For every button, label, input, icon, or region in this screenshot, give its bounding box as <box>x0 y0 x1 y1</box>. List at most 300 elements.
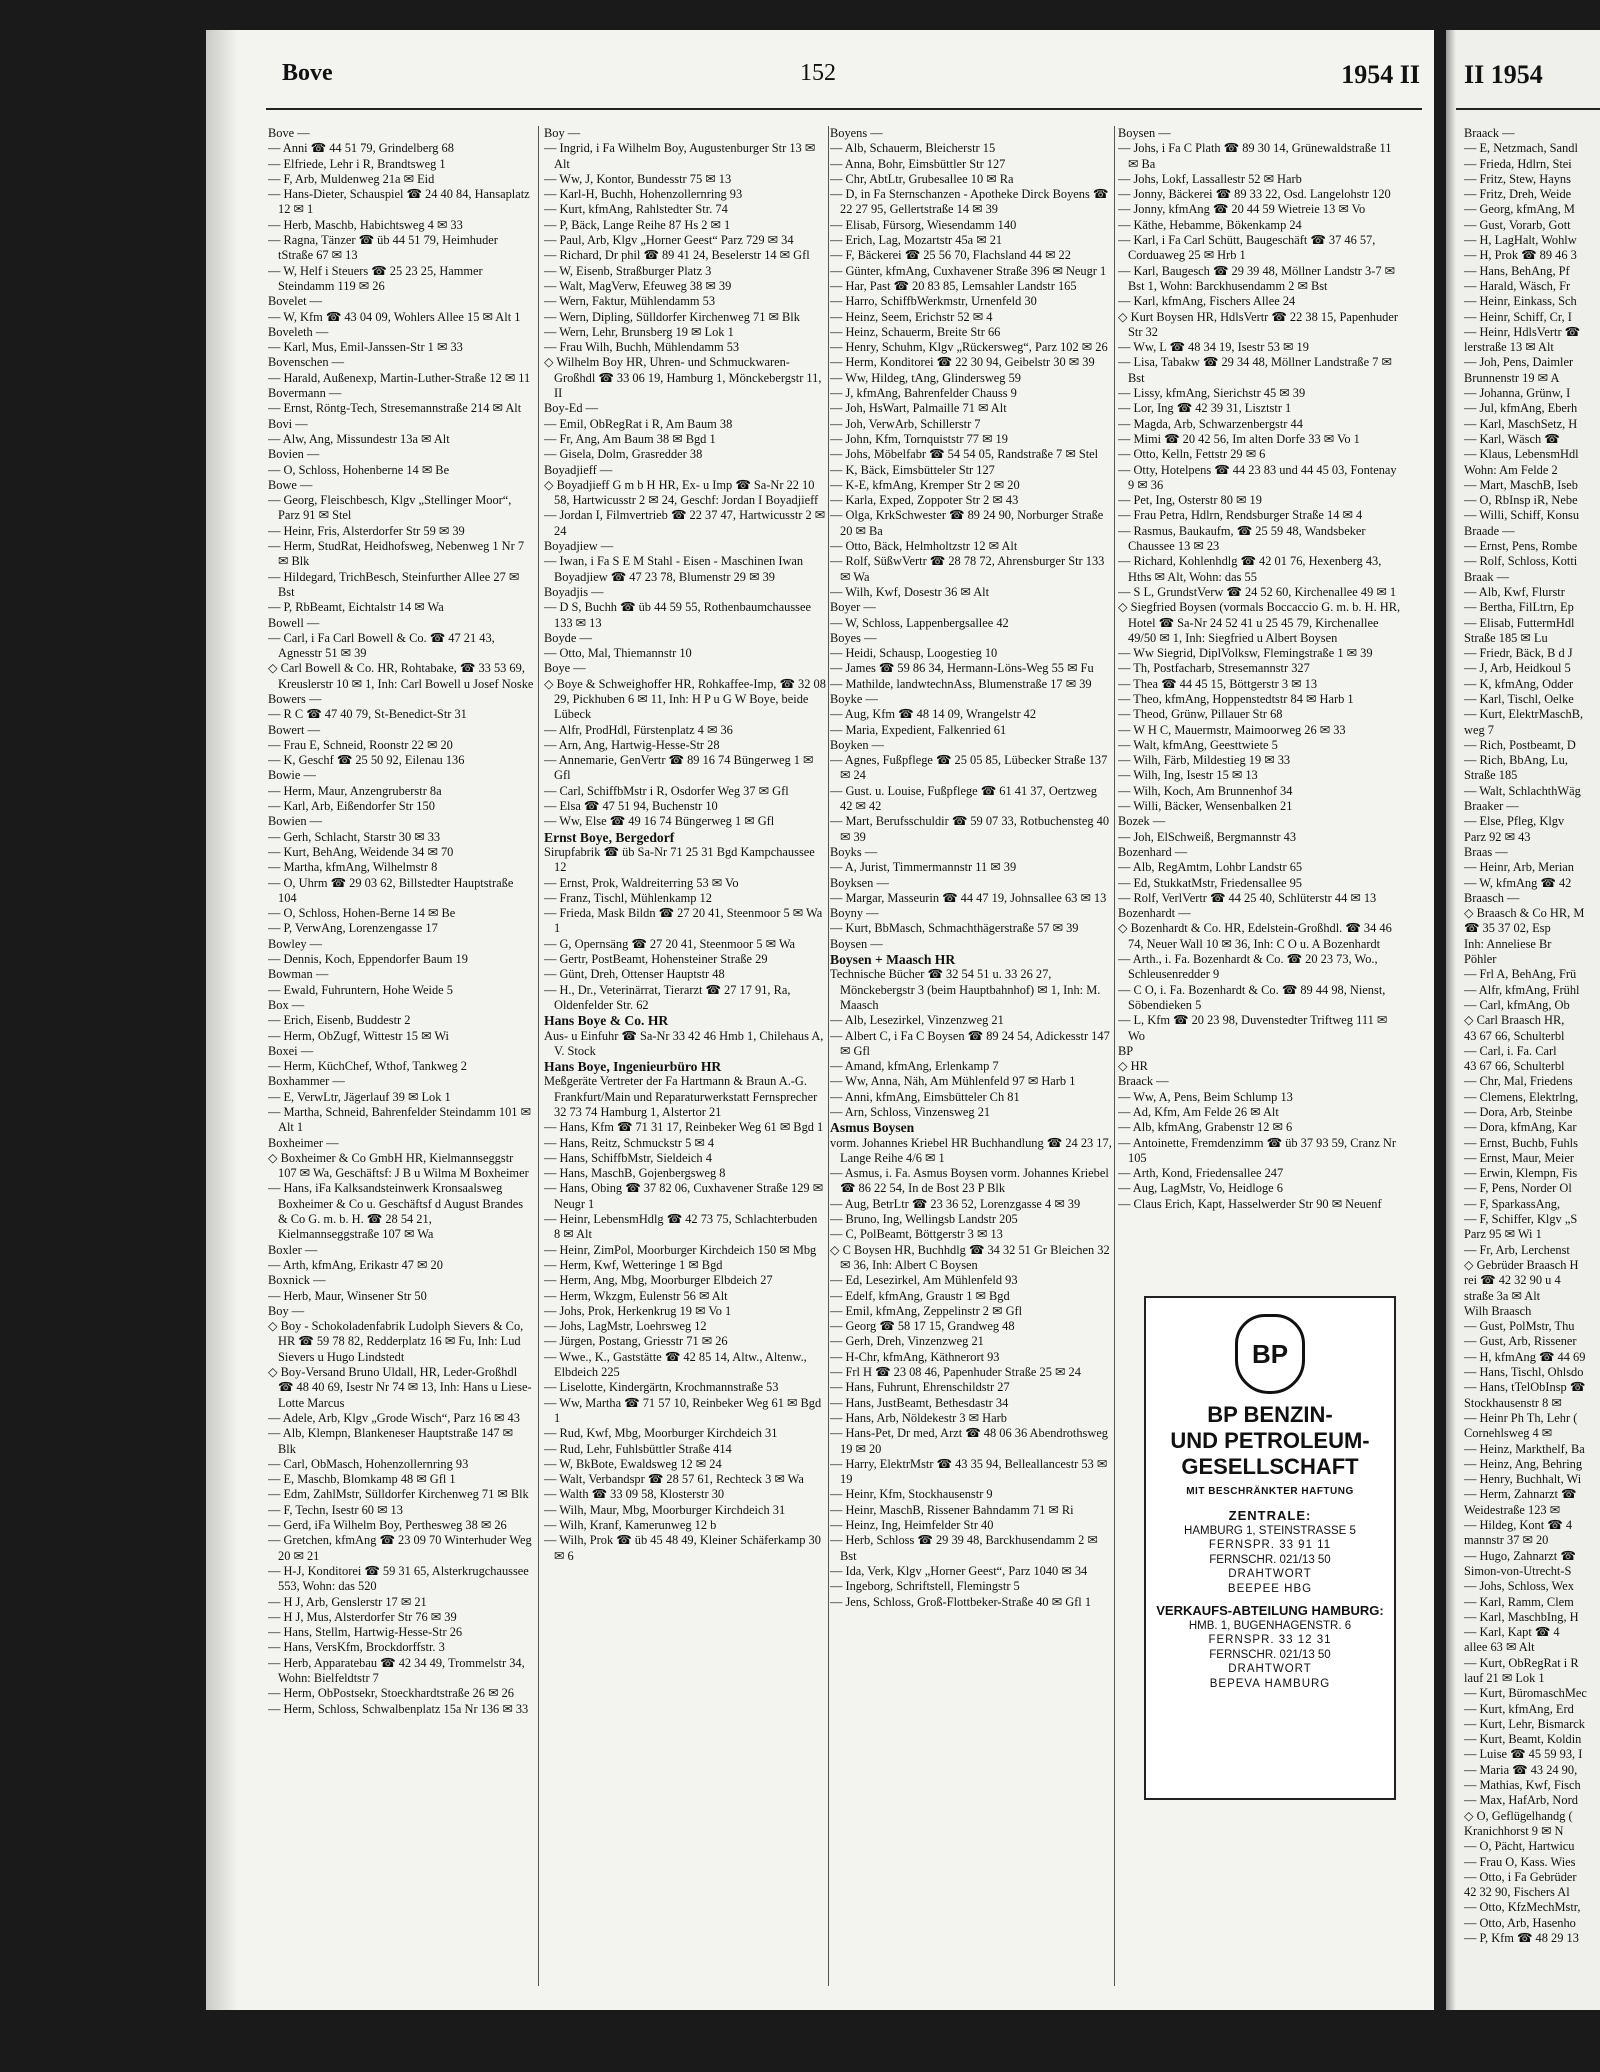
directory-entry: ◇ O, Geflügelhandg ( <box>1464 1808 1573 1823</box>
directory-entry: — Otto, Arb, Hasenho <box>1464 1915 1576 1930</box>
directory-entry: Meßgeräte Vertreter der Fa Hartmann & Braun A.-G. Frankfurt/Main und Reparaturwerkstatt Fernsprecher 32 73 74 Hamburg 1, Alstertor 21 <box>544 1074 818 1119</box>
directory-entry: — Ernst, Röntg-Tech, Stresemannstraße 214 ✉ Alt <box>268 401 522 416</box>
directory-entry: — Karl, Baugesch ☎ 29 39 48, Möllner Landstr 3-7 ✉ Bst 1, Wohn: Barckhusendamm 2 ✉ Bst <box>1118 263 1396 293</box>
directory-entry: — Karl-H, Buchh, Hohenzollernring 93 <box>544 187 743 202</box>
directory-entry: Hans Boye, Ingenieurbüro HR <box>544 1059 722 1075</box>
directory-entry: — Karl, MaschbIng, H <box>1464 1609 1579 1624</box>
surname-heading: Boy-Ed — <box>544 401 599 416</box>
directory-entry: — Elisab, FuttermHdl <box>1464 615 1575 630</box>
directory-entry: — Chr, Mal, Friedens <box>1464 1074 1573 1089</box>
surname-heading: Braak — <box>1464 569 1510 584</box>
surname-heading: Boyken — <box>830 737 885 752</box>
directory-entry: — Albert C, i Fa C Boysen ☎ 89 24 54, Adickesstr 147 ✉ Gfl <box>830 1028 1110 1058</box>
directory-entry: — Iwan, i Fa S E M Stahl - Eisen - Maschinen Iwan Boyadjiew ☎ 47 23 78, Blumenstr 29 ✉ 39 <box>544 554 804 584</box>
directory-entry: — Herb, Maschb, Habichtsweg 4 ✉ 33 <box>268 217 463 232</box>
directory-entry: — Johs, Prok, Herkenkrug 19 ✉ Vo 1 <box>544 1303 732 1318</box>
directory-entry: — Lisa, Tabakw ☎ 29 34 48, Möllner Landstraße 7 ✉ Bst <box>1118 355 1392 385</box>
directory-entry: — D, in Fa Sternschanzen - Apotheke Dirck Boyens ☎ 22 27 95, Gellertstraße 14 ✉ 39 <box>830 187 1109 217</box>
directory-entry: — Hans, Fuhrunt, Ehrenschildstr 27 <box>830 1380 1010 1395</box>
directory-entry: — Ww, Anna, Näh, Am Mühlenfeld 97 ✉ Harb 1 <box>830 1074 1076 1089</box>
bp-advertisement <box>1144 1296 1396 1800</box>
directory-entry: ◇ C Boysen HR, Buchhdlg ☎ 34 32 51 Gr Bleichen 32 ✉ 36, Inh: Albert C Boysen <box>830 1242 1110 1272</box>
directory-entry: — Herm, Ang, Mbg, Moorburger Elbdeich 27 <box>544 1273 773 1288</box>
directory-entry: Simon-von-Utrecht-S <box>1464 1563 1572 1578</box>
surname-heading: Bovien — <box>268 447 320 462</box>
directory-entry: — C, PolBeamt, Böttgerstr 3 ✉ 13 <box>830 1227 1003 1242</box>
directory-entry: — Joh, HsWart, Palmaille 71 ✉ Alt <box>830 401 1007 416</box>
directory-entry: — Ww Siegrid, DiplVolksw, Flemingstraße 1 ✉ 39 <box>1118 646 1373 661</box>
directory-entry: — Dennis, Koch, Eppendorfer Baum 19 <box>268 952 468 967</box>
directory-entry: ◇ Wilhelm Boy HR, Uhren- und Schmuckwaren-Großhdl ☎ 33 06 19, Hamburg 1, Mönckebergstr 11, II <box>544 355 822 401</box>
directory-entry: — Walt, MagVerw, Efeuweg 38 ✉ 39 <box>544 278 732 293</box>
directory-entry: — Kurt, Lehr, Bismarck <box>1464 1716 1585 1731</box>
directory-entry: — Erich, Lag, Mozartstr 45a ✉ 21 <box>830 233 1003 248</box>
directory-entry: — O, Pächt, Hartwicu <box>1464 1839 1575 1854</box>
directory-entry: — Karl, Wäsch ☎ <box>1464 431 1560 446</box>
directory-entry: Boysen + Maasch HR <box>830 952 956 968</box>
surname-heading: Bowie — <box>268 768 316 783</box>
directory-entry: — Wwe., K., Gaststätte ☎ 42 85 14, Altw., Altenw., Elbdeich 225 <box>544 1349 807 1380</box>
directory-entry: — Georg ☎ 58 17 15, Grandweg 48 <box>830 1319 1015 1334</box>
directory-entry: — Jul, kfmAng, Eberh <box>1464 401 1578 416</box>
directory-entry: — W, Kfm ☎ 43 04 09, Wohlers Allee 15 ✉ Alt 1 <box>268 309 521 324</box>
directory-entry: — Heinz, Ing, Heimfelder Str 40 <box>830 1518 994 1533</box>
directory-entry: — Heinr, Einkass, Sch <box>1464 294 1577 309</box>
directory-entry: — Anna, Bohr, Eimsbüttler Str 127 <box>830 156 1006 171</box>
directory-entry: — Walt, Verbandspr ☎ 28 57 61, Rechteck 3 ✉ Wa <box>544 1472 804 1487</box>
directory-entry: weg 7 <box>1464 722 1494 737</box>
directory-entry: — Heinz, Markthelf, Ba <box>1464 1441 1585 1456</box>
right-running-head: II 1954 <box>1464 60 1543 89</box>
directory-entry: — Alw, Ang, Missundestr 13a ✉ Alt <box>268 431 450 446</box>
ad-sales-label: VERKAUFS-ABTEILUNG HAMBURG: <box>1156 1603 1384 1618</box>
directory-entry: — Carl, i. Fa. Carl <box>1464 1043 1557 1058</box>
ad-sales-telex: FERNSCHR. 021/13 50 <box>1209 1648 1331 1661</box>
directory-entry: — Agnes, Fußpflege ☎ 25 05 85, Lübecker Straße 137 ✉ 24 <box>830 753 1108 783</box>
directory-entry: — Hans, Stellm, Hartwig-Hesse-Str 26 <box>268 1625 463 1640</box>
directory-entry: — W, BkBote, Ewaldsweg 12 ✉ 24 <box>544 1456 722 1471</box>
directory-entry: — Hans-Dieter, Schauspiel ☎ 24 40 84, Hansaplatz 12 ✉ 1 <box>268 187 530 217</box>
directory-entry: — Hildeg, Kont ☎ 4 <box>1464 1518 1573 1533</box>
directory-entry: — Clemens, Elektrlng, <box>1464 1089 1579 1104</box>
directory-entry: — Ernst, Buchb, Fuhls <box>1464 1135 1578 1150</box>
directory-entry: — Joh, VerwArb, Schillerstr 7 <box>830 416 981 431</box>
directory-entry: — Ww, J, Kontor, Bundesstr 75 ✉ 13 <box>544 171 732 186</box>
directory-entry: — Elfriede, Lehr i R, Brandtsweg 1 <box>268 156 446 171</box>
directory-entry: — E, VerwLtr, Jägerlauf 39 ✉ Lok 1 <box>268 1089 451 1104</box>
directory-entry: — Bruno, Ing, Wellingsb Landstr 205 <box>830 1212 1018 1227</box>
directory-entry: — H-J, Konditorei ☎ 59 31 65, Alsterkrugchaussee 553, Wohn: das 520 <box>268 1563 529 1594</box>
directory-entry: — Joh, ElSchweiß, Bergmannstr 43 <box>1118 829 1297 844</box>
directory-entry: — Claus Erich, Kapt, Hasselwerder Str 90 ✉ Neuenf <box>1118 1196 1382 1211</box>
directory-entry: — Pet, Ing, Osterstr 80 ✉ 19 <box>1118 493 1262 508</box>
ad-title-line-2: UND PETROLEUM- <box>1170 1428 1370 1453</box>
surname-heading: Bovermann — <box>268 386 342 401</box>
directory-entry: — Ewald, Fuhruntern, Hohe Weide 5 <box>268 982 453 997</box>
directory-entry: — Hans, tTelObInsp ☎ <box>1464 1380 1586 1395</box>
surname-heading: Bovenschen — <box>268 355 345 370</box>
directory-entry: — O, RbInsp iR, Nebe <box>1464 493 1578 508</box>
directory-entry: — Rud, Lehr, Fuhlsbüttler Straße 414 <box>544 1441 732 1456</box>
directory-entry: — Hans, Kfm ☎ 71 31 17, Reinbeker Weg 61 ✉ Bgd 1 <box>544 1120 824 1135</box>
directory-entry: — Adele, Arb, Klgv „Grode Wisch“, Parz 16 ✉ 43 <box>268 1410 520 1425</box>
directory-entry: — Heidi, Schausp, Loogestieg 10 <box>830 646 998 661</box>
directory-entry: — Thea ☎ 44 45 15, Böttgerstr 3 ✉ 13 <box>1118 676 1318 691</box>
directory-entry: Straße 185 <box>1464 768 1518 783</box>
directory-entry: — Dora, Arb, Steinbe <box>1464 1105 1573 1119</box>
directory-entry: — E, Netzmach, Sandl <box>1464 141 1578 156</box>
directory-entry: — Jonny, Bäckerei ☎ 89 33 22, Osd. Langelohstr 120 <box>1118 187 1391 202</box>
directory-entry: — Herm, KüchChef, Wthof, Tankweg 2 <box>268 1059 467 1074</box>
directory-entry: Aus- u Einfuhr ☎ Sa-Nr 33 42 46 Hmb 1, Chilehaus A, V. Stock <box>544 1028 824 1058</box>
surname-heading: Boy — <box>268 1303 305 1318</box>
directory-entry: — H., Dr., Veterinärrat, Tierarzt ☎ 27 17 91, Ra, Oldenfelder Str. 62 <box>544 982 791 1012</box>
directory-entry: — Fr, Arb, Lerchenst <box>1464 1242 1570 1257</box>
directory-entry: — Bertha, FilLtrn, Ep <box>1464 600 1574 615</box>
directory-entry: — Otto, Mal, Thiemannstr 10 <box>544 646 692 661</box>
directory-entry: — Harald, Außenexp, Martin-Luther-Straße 12 ✉ 11 <box>268 370 531 385</box>
directory-entry: — Heinr, HdlsVertr ☎ <box>1464 324 1581 339</box>
directory-entry: ☎ 35 37 02, Esp <box>1464 921 1551 936</box>
directory-entry: — F, Schiffer, Klgv „S <box>1464 1212 1578 1227</box>
directory-entry: — Margar, Masseurin ☎ 44 47 19, Johnsallee 63 ✉ 13 <box>830 890 1107 905</box>
directory-entry: BP <box>1118 1043 1134 1058</box>
ad-sales-wire-label: DRAHTWORT <box>1228 1663 1312 1675</box>
directory-entry: — Gust, PolMstr, Thu <box>1464 1319 1575 1334</box>
directory-entry: — Hans, Reitz, Schmuckstr 5 ✉ 4 <box>544 1135 715 1150</box>
directory-entry: — Gust, Vorarb, Gott <box>1464 217 1571 232</box>
directory-entry: — Theo, kfmAng, Hoppenstedtstr 84 ✉ Harb 1 <box>1118 691 1354 706</box>
directory-entry: ◇ Bozenhardt & Co. HR, Edelstein-Großhdl. ☎ 34 46 74, Neuer Wall 10 ✉ 36, Inh: C O u. A Bozenhardt <box>1118 921 1392 951</box>
directory-entry: — Antoinette, Fremdenzimm ☎ üb 37 93 59, Cranz Nr 105 <box>1118 1135 1397 1165</box>
directory-entry: — Kurt, kfmAng, Erd <box>1464 1701 1574 1716</box>
directory-entry: rei ☎ 42 32 90 u 4 <box>1464 1273 1561 1288</box>
directory-entry: — Fr, Ang, Am Baum 38 ✉ Bgd 1 <box>544 431 716 446</box>
directory-entry: — Ww, A, Pens, Beim Schlump 13 <box>1118 1089 1293 1104</box>
ad-sales-wire: BEPEVA HAMBURG <box>1209 1677 1331 1690</box>
directory-entry: — W, Schloss, Lappenbergsallee 42 <box>830 615 1009 630</box>
directory-entry: ◇ Carl Braasch HR, <box>1464 1013 1565 1028</box>
directory-entry: — Richard, Kohlenhdlg ☎ 42 01 76, Hexenberg 43, Hths ✉ Alt, Wohn: das 55 <box>1118 554 1382 584</box>
directory-entry: — Paul, Arb, Klgv „Horner Geest“ Parz 729 ✉ 34 <box>544 233 794 248</box>
surname-heading: Boyens — <box>830 126 883 140</box>
directory-entry: — H, Prok ☎ 89 46 3 <box>1464 248 1577 263</box>
surname-heading: Bowell — <box>268 615 320 630</box>
directory-entry: — Else, Pfleg, Klgv <box>1464 814 1565 829</box>
directory-entry: — Otty, Hotelpens ☎ 44 23 83 und 44 45 03, Fontenay 9 ✉ 36 <box>1118 462 1397 492</box>
directory-entry: Wilh Braasch <box>1464 1303 1532 1318</box>
directory-entry: — Rolf, Schloss, Kotti <box>1464 554 1578 569</box>
surname-heading: Boysen — <box>830 936 883 951</box>
directory-entry: — Theod, Grünw, Pillauer Str 68 <box>1118 707 1283 722</box>
directory-entry: — Hans, Tischl, Ohlsdo <box>1464 1365 1584 1380</box>
directory-entry: — Liselotte, Kindergärtn, Krochmannstraße 53 <box>544 1380 779 1395</box>
directory-entry: — Luise ☎ 45 59 93, I <box>1464 1747 1583 1762</box>
directory-entry: — Olga, KrkSchwester ☎ 89 24 90, Norburger Straße 20 ✉ Ba <box>830 508 1104 538</box>
directory-entry: — Ernst, Pens, Rombe <box>1464 539 1578 554</box>
directory-entry: — Max, HafArb, Nord <box>1464 1793 1578 1808</box>
directory-entry: — Hans, SchiffbMstr, Sieldeich 4 <box>544 1150 712 1165</box>
directory-entry: — Wern, Lehr, Brunsberg 19 ✉ Lok 1 <box>544 324 734 339</box>
directory-entry: Inh: Anneliese Br <box>1464 936 1552 951</box>
directory-entry: — Arth, Kond, Friedensallee 247 <box>1118 1166 1284 1181</box>
surname-heading: Braack — <box>1464 126 1515 140</box>
directory-entry: — Gisela, Dolm, Grasredder 38 <box>544 447 703 462</box>
directory-entry: — Klaus, LebensmHdl <box>1464 447 1579 462</box>
surname-heading: Boxnick — <box>268 1273 326 1288</box>
surname-heading: Bovelet — <box>268 294 323 309</box>
directory-entry: — Hugo, Zahnarzt ☎ <box>1464 1548 1576 1563</box>
directory-entry: — L, Kfm ☎ 20 23 98, Duvenstedter Triftweg 111 ✉ Wo <box>1118 1013 1388 1043</box>
directory-entry: ◇ Boye & Schweighoffer HR, Rohkaffee-Imp, ☎ 32 08 29, Pickhuben 6 ✉ 11, Inh: H P u G W Boye, beide Lübeck <box>544 676 826 722</box>
directory-entry: — Herm, Maur, Anzengruberstr 8a <box>268 783 442 798</box>
directory-entry: Pöhler <box>1464 952 1497 967</box>
directory-entry: — Mart, Berufsschuldir ☎ 59 07 33, Rotbuchensteg 40 ✉ 39 <box>830 814 1110 844</box>
directory-entry: — Alb, Klempn, Blankeneser Hauptstraße 147 ✉ Blk <box>268 1426 514 1456</box>
directory-entry: — Annemarie, GenVertr ☎ 89 16 74 Büngerweg 1 ✉ Gfl <box>544 753 814 783</box>
directory-entry: 43 67 66, Schulterbl <box>1464 1028 1565 1043</box>
directory-entry: — Franz, Tischl, Mühlenkamp 12 <box>544 890 712 905</box>
surname-heading: Boxheimer — <box>268 1135 339 1150</box>
surname-heading: Boyes — <box>830 630 877 645</box>
directory-entry: — W H C, Mauermstr, Maimoorweg 26 ✉ 33 <box>1118 722 1346 737</box>
directory-column-1 <box>268 126 534 1996</box>
directory-entry: — K, Geschf ☎ 25 50 92, Eilenau 136 <box>268 753 465 768</box>
directory-entry: — Jonny, kfmAng ☎ 20 44 59 Wietreie 13 ✉ Vo <box>1118 202 1366 217</box>
left-page <box>206 30 1434 2010</box>
directory-entry: Wohn: Am Felde 2 <box>1464 462 1558 477</box>
directory-entry: — Friedr, Bäck, B d J <box>1464 646 1573 661</box>
directory-entry: — Arth, kfmAng, Erikastr 47 ✉ 20 <box>268 1257 443 1272</box>
directory-entry: — Aug, LagMstr, Vo, Heidloge 6 <box>1118 1181 1283 1196</box>
directory-entry: — C O, i. Fa. Bozenhardt & Co. ☎ 89 44 98, Nienst, Söbendieken 5 <box>1118 982 1386 1012</box>
directory-entry: — Arn, Ang, Hartwig-Hesse-Str 28 <box>544 737 720 752</box>
directory-entry: — Herm, ObZugf, Wittestr 15 ✉ Wi <box>268 1028 449 1043</box>
directory-entry: — Ad, Kfm, Am Felde 26 ✉ Alt <box>1118 1105 1279 1119</box>
directory-entry: — Harald, Wäsch, Fr <box>1464 278 1571 293</box>
directory-entry: — Aug, BetrLtr ☎ 23 36 52, Lorenzgasse 4 ✉ 39 <box>830 1196 1081 1211</box>
directory-entry: ◇ Kurt Boysen HR, HdlsVertr ☎ 22 38 15, Papenhuder Str 32 <box>1118 309 1398 339</box>
directory-entry: — W, Eisenb, Straßburger Platz 3 <box>544 263 712 278</box>
directory-entry: — Ernst, Prok, Waldreiterring 53 ✉ Vo <box>544 875 739 890</box>
ad-central-telex: FERNSCHR. 021/13 50 <box>1209 1553 1331 1566</box>
directory-entry: — Kurt, BüromaschMec <box>1464 1686 1587 1701</box>
directory-entry: — Edelf, kfmAng, Graustr 1 ✉ Bgd <box>830 1288 1010 1303</box>
directory-entry: — Herm, Zahnarzt ☎ <box>1464 1487 1577 1502</box>
surname-heading: Bozenhard — <box>1118 844 1188 859</box>
directory-entry: — Mathias, Kwf, Fisch <box>1464 1778 1581 1793</box>
directory-entry: — Gretchen, kfmAng ☎ 23 09 70 Winterhuder Weg 20 ✉ 21 <box>268 1533 532 1563</box>
directory-entry: mannstr 37 ✉ 20 <box>1464 1533 1549 1548</box>
running-head-name: Bove <box>282 60 333 86</box>
surname-heading: Boyadjiew — <box>544 539 614 554</box>
surname-heading: Braas — <box>1464 844 1508 859</box>
surname-heading: Bowe — <box>268 477 313 492</box>
directory-entry: — J, Arb, Heidkoul 5 <box>1464 661 1571 676</box>
directory-entry: — Kurt, Beamt, Koldin <box>1464 1732 1582 1747</box>
directory-entry: 43 67 66, Schulterbl <box>1464 1059 1565 1074</box>
directory-entry: — Wilh, Kwf, Dosestr 36 ✉ Alt <box>830 584 990 599</box>
surname-heading: Bove — <box>268 126 310 140</box>
directory-entry: — H, kfmAng ☎ 44 69 <box>1464 1349 1586 1364</box>
directory-entry: — Herm, Konditorei ☎ 22 30 94, Geibelstr 30 ✉ 39 <box>830 355 1095 370</box>
right-page <box>1446 30 1600 2010</box>
directory-entry: — Otto, Bäck, Helmholtzstr 12 ✉ Alt <box>830 539 1018 554</box>
directory-entry: — Magda, Arb, Schwarzenbergstr 44 <box>1118 416 1303 431</box>
directory-entry: — K, Bäck, Eimsbütteler Str 127 <box>830 462 995 477</box>
directory-entry: — Wilh, Maur, Mbg, Moorburger Kirchdeich 31 <box>544 1502 786 1517</box>
directory-entry: — Rich, BbAng, Lu, <box>1464 753 1568 768</box>
directory-entry: — Gertr, PostBeamt, Hohensteiner Straße 29 <box>544 952 768 967</box>
surname-heading: Boveleth — <box>268 324 329 339</box>
directory-entry: — Rich, Postbeamt, D <box>1464 737 1576 752</box>
directory-entry: — Arn, Schloss, Vinzensweg 21 <box>830 1105 991 1119</box>
ad-sales-address: HMB. 1, BUGENHAGENSTR. 6 <box>1188 1619 1352 1632</box>
directory-entry: — Günter, kfmAng, Cuxhavener Straße 396 ✉ Neugr 1 <box>830 263 1107 278</box>
directory-entry: lerstraße 13 ✉ Alt <box>1464 340 1554 355</box>
directory-column-right <box>1464 126 1600 1996</box>
surname-heading: Boy — <box>544 126 581 140</box>
directory-entry: — Georg, kfmAng, M <box>1464 202 1575 217</box>
directory-entry: — Kurt, ElektrMaschB, <box>1464 707 1584 722</box>
directory-entry: — Frau O, Kass. Wies <box>1464 1854 1576 1869</box>
directory-entry: — Alb, RegAmtm, Lohbr Landstr 65 <box>1118 860 1303 875</box>
directory-entry: — S L, GrundstVerw ☎ 24 52 60, Kirchenallee 49 ✉ 1 <box>1118 584 1397 599</box>
directory-entry: — Karl, Tischl, Oelke <box>1464 691 1574 706</box>
directory-entry: — Rolf, SüßwVertr ☎ 28 78 72, Ahrensburger Str 133 ✉ Wa <box>830 554 1105 584</box>
directory-entry: — Kurt, BbMasch, Schmachthägerstraße 57 ✉ 39 <box>830 921 1079 936</box>
directory-entry: — Lissy, kfmAng, Sierichstr 45 ✉ 39 <box>1118 386 1306 401</box>
directory-entry: — Hans, iFa Kalksandsteinwerk Kronsaalsweg Boxheimer & Co u. Geschäftsf d August Brandes & Co G. m. b. H. ☎ 28 54 21, Kielmannseggstraße 107 ✉ Wa <box>268 1181 524 1242</box>
directory-entry: Technische Bücher ☎ 32 54 51 u. 33 26 27, Mönckebergstr 3 (beim Hauptbahnhof) ✉ 1, Inh: M. Maasch <box>830 967 1101 1012</box>
ad-subtitle: MIT BESCHRÄNKTER HAFTUNG <box>1186 1486 1354 1497</box>
directory-entry: Stockhausenstr 8 ✉ <box>1464 1395 1562 1410</box>
directory-entry: — Frieda, Hdlrn, Stei <box>1464 156 1572 171</box>
directory-entry: — F, Arb, Muldenweg 21a ✉ Eid <box>268 171 435 186</box>
directory-entry: — Karl, Mus, Emil-Janssen-Str 1 ✉ 33 <box>268 340 463 355</box>
directory-entry: — Otto, Kelln, Fettstr 29 ✉ 6 <box>1118 447 1266 462</box>
directory-entry: Asmus Boysen <box>830 1120 915 1136</box>
surname-heading: Boyks — <box>830 844 878 859</box>
directory-entry: — John, Kfm, Tornquiststr 77 ✉ 19 <box>830 431 1008 446</box>
directory-entry: — Gust. u. Louise, Fußpflege ☎ 61 41 37, Oertzweg 42 ✉ 42 <box>830 783 1097 814</box>
directory-entry: — Walth ☎ 33 09 58, Klosterstr 30 <box>544 1487 725 1502</box>
directory-entry: — Hans-Pet, Dr med, Arzt ☎ 48 06 36 Abendrothsweg 19 ✉ 20 <box>830 1426 1109 1456</box>
column-divider <box>828 126 829 1986</box>
ad-central-wire-label: DRAHTWORT <box>1228 1568 1312 1580</box>
directory-entry: — Hildegard, TrichBesch, Steinfurther Allee 27 ✉ Bst <box>268 569 520 599</box>
directory-entry: — Heinr, Kfm, Stockhausenstr 9 <box>830 1487 993 1502</box>
directory-entry: — Willi, Bäcker, Wensenbalken 21 <box>1118 799 1293 814</box>
directory-entry: — Wilh, Koch, Am Brunnenhof 34 <box>1118 783 1293 798</box>
running-head-year: 1954 II <box>1341 60 1420 89</box>
directory-entry: — Walt, kfmAng, Geesttwiete 5 <box>1118 737 1278 752</box>
directory-entry: — R C ☎ 47 40 79, St-Benedict-Str 31 <box>268 707 467 722</box>
directory-entry: — Alb, kfmAng, Grabenstr 12 ✉ 6 <box>1118 1120 1293 1135</box>
directory-entry: Cornehlsweg 4 ✉ <box>1464 1426 1553 1441</box>
surname-heading: Braaker — <box>1464 799 1519 814</box>
directory-entry: — O, Uhrm ☎ 29 03 62, Billstedter Hauptstraße 104 <box>268 875 514 905</box>
directory-entry: — Otto, i Fa Gebrüder <box>1464 1869 1577 1884</box>
directory-entry: — Fritz, Dreh, Weide <box>1464 187 1572 202</box>
directory-entry: — Jordan I, Filmvertrieb ☎ 22 37 47, Hartwicusstr 2 ✉ 24 <box>544 508 826 538</box>
directory-column-3 <box>830 126 1112 1996</box>
directory-entry: Ernst Boye, Bergedorf <box>544 829 675 845</box>
directory-entry: — Karla, Exped, Zoppoter Str 2 ✉ 43 <box>830 493 1019 508</box>
directory-entry: — Heinr, Schiff, Cr, I <box>1464 309 1572 324</box>
directory-entry: — Harry, ElektrMstr ☎ 43 35 94, Belleallancestr 53 ✉ 19 <box>830 1456 1108 1487</box>
surname-heading: Bovi — <box>268 416 308 431</box>
directory-entry: — Joh, Pens, Daimler <box>1464 355 1574 370</box>
directory-entry: — Hans, VersKfm, Brockdorffstr. 3 <box>268 1640 445 1655</box>
surname-heading: Boyde — <box>544 630 592 645</box>
surname-heading: Bowley — <box>268 936 323 951</box>
directory-entry: — Wilh, Ing, Isestr 15 ✉ 13 <box>1118 768 1258 783</box>
directory-entry: — Karl, Arb, Eißendorfer Str 150 <box>268 799 435 814</box>
directory-entry: — Mart, MaschB, Iseb <box>1464 477 1578 492</box>
directory-entry: ◇ Carl Bowell & Co. HR, Rohtabake, ☎ 33 53 69, Kreuslerstr 10 ✉ 1, Inh: Carl Bowell u Josef Noske <box>268 661 534 691</box>
bp-logo: BP <box>1235 1314 1305 1394</box>
directory-entry: — Henry, Schuhm, Klgv „Rückersweg“, Parz 102 ✉ 26 <box>830 340 1108 355</box>
directory-entry: — Johs, LagMstr, Loehrsweg 12 <box>544 1319 707 1334</box>
directory-entry: — Jens, Schloss, Groß-Flottbeker-Straße 40 ✉ Gfl 1 <box>830 1594 1092 1609</box>
surname-heading: Braack — <box>1118 1074 1169 1089</box>
surname-heading: Boxei — <box>268 1043 314 1058</box>
directory-entry: — Arth., i. Fa. Bozenhardt & Co. ☎ 20 23 73, Wo., Schleusenredder 9 <box>1118 952 1378 982</box>
directory-entry: — Martha, Schneid, Bahrenfelder Steindamm 101 ✉ Alt 1 <box>268 1105 531 1135</box>
header-rule <box>266 108 1422 110</box>
directory-entry: — Johs, Möbelfabr ☎ 54 54 05, Randstraße 7 ✉ Stel <box>830 447 1099 462</box>
ad-title-line-3: GESELLSCHAFT <box>1181 1454 1359 1479</box>
surname-heading: Braasch — <box>1464 890 1520 905</box>
directory-entry: Parz 92 ✉ 43 <box>1464 829 1531 844</box>
directory-entry: — Karl, MaschSetz, H <box>1464 416 1578 431</box>
surname-heading: Boxhammer — <box>268 1074 345 1089</box>
column-divider <box>1114 126 1115 1986</box>
surname-heading: Braade — <box>1464 523 1515 538</box>
directory-entry: — Karl, Kapt ☎ 4 <box>1464 1625 1560 1640</box>
directory-entry: — Hans, BehAng, Pf <box>1464 263 1570 278</box>
directory-entry: — Ernst, Maur, Meier <box>1464 1150 1574 1165</box>
directory-entry: — P, Kfm ☎ 48 29 13 <box>1464 1931 1579 1946</box>
surname-heading: Bowert — <box>268 722 320 737</box>
ad-title-line-1: BP BENZIN- <box>1207 1402 1333 1427</box>
directory-entry: — Alb, Lesezirkel, Vinzenzweg 21 <box>830 1013 1004 1028</box>
directory-entry: — Martha, kfmAng, Wilhelmstr 8 <box>268 860 438 875</box>
directory-entry: — Erwin, Klempn, Fis <box>1464 1166 1578 1181</box>
directory-entry: — Ed, StukkatMstr, Friedensallee 95 <box>1118 875 1302 890</box>
surname-heading: Bozenhardt — <box>1118 906 1191 921</box>
directory-entry: — Ragna, Tänzer ☎ üb 44 51 79, Heimhuder tStraße 67 ✉ 13 <box>268 233 498 263</box>
directory-entry: — Heinz, Schauerm, Breite Str 66 <box>830 324 1001 339</box>
page-number: 152 <box>800 60 836 86</box>
directory-entry: — Frl A, BehAng, Frü <box>1464 967 1577 982</box>
directory-entry: — O, Schloss, Hohenberne 14 ✉ Be <box>268 462 450 477</box>
directory-entry: — Karl, Ramm, Clem <box>1464 1594 1574 1609</box>
directory-entry: — Herm, ObPostsekr, Stoeckhardtstraße 26 ✉ 26 <box>268 1686 514 1701</box>
directory-entry: — Maria, Expedient, Falkenried 61 <box>830 722 1007 737</box>
directory-entry: — G, Opernsäng ☎ 27 20 41, Steenmoor 5 ✉ Wa <box>544 936 796 951</box>
directory-entry: — Lor, Ing ☎ 42 39 31, Lisztstr 1 <box>1118 401 1292 416</box>
directory-entry: — Carl, ObMasch, Hohenzollernring 93 <box>268 1456 469 1471</box>
directory-entry: — Kurt, kfmAng, Rahlstedter Str. 74 <box>544 202 728 217</box>
directory-entry: — Johs, Schloss, Wex <box>1464 1579 1574 1594</box>
directory-entry: — Carl, SchiffbMstr i R, Osdorfer Weg 37 ✉ Gfl <box>544 783 789 798</box>
directory-entry: — Wern, Dipling, Sülldorfer Kirchenweg 71 ✉ Blk <box>544 309 800 324</box>
surname-heading: Boyny — <box>830 906 879 921</box>
directory-entry: — Anni ☎ 44 51 79, Grindelberg 68 <box>268 141 454 156</box>
directory-entry: — Carl, i Fa Carl Bowell & Co. ☎ 47 21 43, Agnesstr 51 ✉ 39 <box>268 630 495 661</box>
